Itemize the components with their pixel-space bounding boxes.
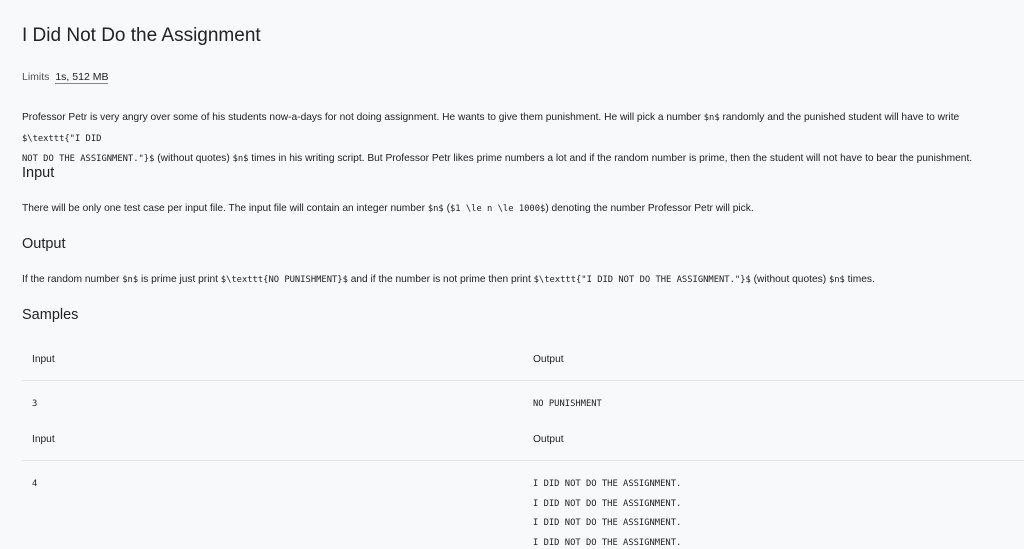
output-text: and if the number is not prime then print: [347, 274, 534, 285]
sample-input-value[interactable]: [32, 475, 37, 495]
sample-output-line: I DID NOT DO THE ASSIGNMENT.: [533, 498, 682, 509]
sample-input-header: Input: [32, 354, 55, 365]
statement-code: $\texttt{"I DID: [22, 133, 102, 144]
input-text: ) denoting the number Professor Petr will pick.: [545, 203, 754, 214]
sample-output-line: I DID NOT DO THE ASSIGNMENT.: [533, 518, 682, 528]
output-code: $n$: [828, 275, 845, 285]
statement-code: $n$: [232, 154, 249, 164]
statement-code: $n$: [703, 113, 720, 123]
samples-heading: Samples: [22, 307, 79, 323]
sample-input-value[interactable]: [32, 395, 37, 415]
sample-input-text: 3: [32, 399, 38, 409]
sample-row: [22, 461, 1024, 549]
input-description: [22, 199, 1012, 220]
problem-title: I Did Not Do the Assignment: [22, 25, 261, 46]
input-code: $n$: [427, 204, 444, 214]
output-text: (without quotes): [750, 274, 829, 285]
input-code: $1 \le n \le 1000$: [449, 204, 546, 214]
samples-table: [22, 340, 1024, 549]
output-text: times.: [844, 274, 875, 285]
statement-text: randomly and the punished student will have to write: [719, 112, 960, 123]
sample-output-header: Output: [533, 434, 564, 445]
output-text: is prime just print: [138, 274, 221, 285]
output-heading: Output: [22, 236, 66, 252]
limits: [22, 71, 108, 83]
sample-output-line: I DID NOT DO THE ASSIGNMENT.: [533, 537, 682, 548]
limits-value[interactable]: 1s, 512 MB: [55, 71, 109, 83]
sample-input-text: 4: [32, 479, 38, 489]
sample-output-line: NO PUNISHMENT: [533, 399, 602, 409]
input-text: (: [443, 203, 450, 214]
input-text: There will be only one test case per input file. The input file will contain an integer number: [22, 203, 428, 214]
statement-code: NOT DO THE ASSIGNMENT."}$: [22, 154, 155, 164]
sample-header-row: [22, 340, 1024, 381]
statement-text: times in his writing script. But Professor Petr likes prime numbers a lot and if the random number is prime, then the student will not have to bear the punishment.: [248, 153, 973, 164]
input-heading: Input: [22, 165, 55, 181]
sample-output-line: I DID NOT DO THE ASSIGNMENT.: [533, 479, 682, 489]
sample-output-header: Output: [533, 354, 564, 365]
output-code: $n$: [122, 275, 139, 285]
output-code: $\texttt{NO PUNISHMENT}$: [220, 275, 348, 285]
sample-header-row: [22, 420, 1024, 461]
limits-label: Limits: [22, 71, 50, 83]
sample-output-value[interactable]: [533, 395, 602, 415]
sample-row: [22, 381, 1024, 420]
sample-output-value[interactable]: [533, 475, 681, 549]
problem-statement: [22, 108, 1012, 170]
sample-input-header: Input: [32, 434, 55, 445]
statement-text: Professor Petr is very angry over some of his students now-a-days for not doing assignment. He wants to give them punishment. He will pick a number: [22, 112, 704, 123]
output-description: [22, 270, 1012, 291]
statement-text: (without quotes): [154, 153, 233, 164]
output-code: $\texttt{"I DID NOT DO THE ASSIGNMENT."}$: [533, 275, 751, 285]
output-text: If the random number: [22, 274, 123, 285]
